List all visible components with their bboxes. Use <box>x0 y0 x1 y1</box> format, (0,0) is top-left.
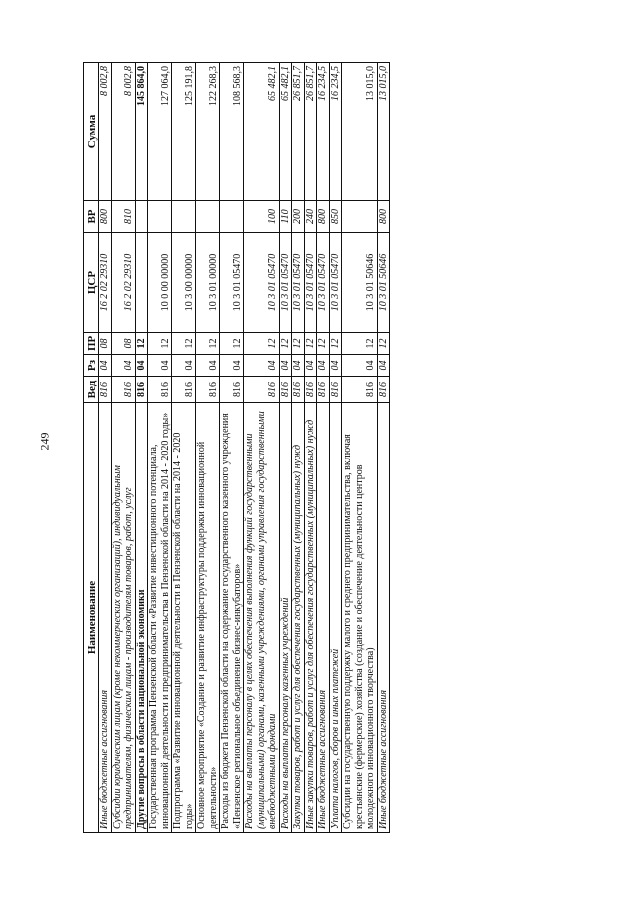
cell-ved: 816 <box>172 377 196 403</box>
cell-vr: 850 <box>329 201 342 233</box>
cell-sum: 65 482,1 <box>244 63 280 201</box>
cell-pr: 12 <box>377 333 390 355</box>
cell-sum: 108 568,3 <box>220 63 244 201</box>
cell-vr: 800 <box>317 201 330 233</box>
table-row <box>304 63 317 833</box>
cell-sum: 8 002,8 <box>111 63 135 201</box>
cell-name: Расходы на выплаты персоналу казенных учреждений <box>279 403 292 833</box>
table-row <box>111 63 135 833</box>
table-row <box>317 63 330 833</box>
cell-name: Государственная программа Пензенской области «Развитие инвестиционного потенциала, инновационной деятельности и предпринимательства в Пензенской области на 2014 - 2020 годы» <box>148 403 172 833</box>
cell-ved: 816 <box>377 377 390 403</box>
cell-vr <box>342 201 378 233</box>
cell-ved: 816 <box>111 377 135 403</box>
cell-pr: 12 <box>342 333 378 355</box>
cell-ved: 816 <box>135 377 148 403</box>
cell-rz: 04 <box>148 355 172 377</box>
cell-pr: 08 <box>99 333 112 355</box>
cell-ved: 816 <box>279 377 292 403</box>
cell-sum: 122 268,3 <box>196 63 220 201</box>
page-number: 249 <box>37 432 52 451</box>
cell-name: Уплата налогов, сборов и иных платежей <box>329 403 342 833</box>
cell-csr: 16 2 02 29310 <box>99 233 112 333</box>
cell-rz: 04 <box>377 355 390 377</box>
cell-vr: 200 <box>292 201 305 233</box>
header-sum: Сумма <box>84 63 99 201</box>
cell-vr: 110 <box>279 201 292 233</box>
table-row <box>172 63 196 833</box>
cell-rz: 04 <box>99 355 112 377</box>
cell-vr: 800 <box>99 201 112 233</box>
cell-sum: 26 851,7 <box>292 63 305 201</box>
cell-csr: 10 3 01 05470 <box>304 233 317 333</box>
cell-sum: 127 064,0 <box>148 63 172 201</box>
cell-ved: 816 <box>99 377 112 403</box>
cell-pr: 12 <box>172 333 196 355</box>
cell-pr: 12 <box>220 333 244 355</box>
cell-rz: 04 <box>196 355 220 377</box>
budget-table <box>83 62 390 833</box>
table-row <box>99 63 112 833</box>
table-body <box>99 63 390 833</box>
cell-ved: 816 <box>220 377 244 403</box>
cell-pr: 12 <box>148 333 172 355</box>
cell-csr: 16 2 02 29310 <box>111 233 135 333</box>
cell-vr <box>148 201 172 233</box>
cell-rz: 04 <box>220 355 244 377</box>
cell-name: Иные закупки товаров, работ и услуг для обеспечения государственных (муниципальных) нужд <box>304 403 317 833</box>
cell-csr: 10 3 01 50646 <box>377 233 390 333</box>
cell-ved: 816 <box>148 377 172 403</box>
cell-name: Иные бюджетные ассигнования <box>99 403 112 833</box>
cell-vr: 100 <box>244 201 280 233</box>
cell-sum: 13 015,0 <box>377 63 390 201</box>
header-pr: ПР <box>84 333 99 355</box>
header-vr: ВР <box>84 201 99 233</box>
cell-pr: 12 <box>279 333 292 355</box>
cell-sum: 16 234,5 <box>317 63 330 201</box>
rotated-table-container <box>83 63 553 833</box>
cell-csr: 10 0 00 00000 <box>148 233 172 333</box>
table-row <box>279 63 292 833</box>
cell-rz: 04 <box>329 355 342 377</box>
table-row <box>377 63 390 833</box>
cell-sum: 65 482,1 <box>279 63 292 201</box>
cell-vr: 800 <box>377 201 390 233</box>
cell-sum: 125 191,8 <box>172 63 196 201</box>
cell-csr: 10 3 01 05470 <box>329 233 342 333</box>
cell-ved: 816 <box>342 377 378 403</box>
cell-rz: 04 <box>317 355 330 377</box>
header-name: Наименование <box>84 403 99 833</box>
cell-vr <box>135 201 148 233</box>
cell-pr: 12 <box>244 333 280 355</box>
cell-ved: 816 <box>292 377 305 403</box>
cell-csr: 10 3 01 05470 <box>292 233 305 333</box>
cell-pr: 12 <box>135 333 148 355</box>
header-ved: Вед <box>84 377 99 403</box>
cell-pr: 08 <box>111 333 135 355</box>
cell-sum: 16 234,5 <box>329 63 342 201</box>
cell-csr: 10 3 01 50646 <box>342 233 378 333</box>
cell-rz: 04 <box>172 355 196 377</box>
cell-vr <box>196 201 220 233</box>
cell-csr: 10 3 01 00000 <box>196 233 220 333</box>
cell-vr: 240 <box>304 201 317 233</box>
cell-pr: 12 <box>304 333 317 355</box>
cell-vr: 810 <box>111 201 135 233</box>
header-rz: Рз <box>84 355 99 377</box>
cell-vr <box>220 201 244 233</box>
cell-rz: 04 <box>292 355 305 377</box>
cell-sum: 13 015,0 <box>342 63 378 201</box>
cell-rz: 04 <box>111 355 135 377</box>
cell-ved: 816 <box>196 377 220 403</box>
cell-csr: 10 3 01 05470 <box>317 233 330 333</box>
cell-name: Подпрограмма «Развитие инновационной деятельности в Пензенской области на 2014 - 2020 годы» <box>172 403 196 833</box>
cell-name: Расходы на выплаты персоналу в целях обеспечения выполнения функций государственными (муниципальными) органами, казенными учреждениями, органами управления государственными внебюджетными фондами <box>244 403 280 833</box>
cell-name: Основное мероприятие «Создание и развитие инфраструктуры поддержки инновационной деятельности» <box>196 403 220 833</box>
cell-csr <box>135 233 148 333</box>
cell-ved: 816 <box>244 377 280 403</box>
header-csr: ЦСР <box>84 233 99 333</box>
cell-name: Субсидии на государственную поддержку малого и среднего предпринимательства, включая крестьянские (фермерские) хозяйства (создание и обеспечение деятельности центров молодежного инновационного творчества) <box>342 403 378 833</box>
table-row <box>148 63 172 833</box>
table-row <box>329 63 342 833</box>
cell-ved: 816 <box>317 377 330 403</box>
cell-ved: 816 <box>329 377 342 403</box>
cell-rz: 04 <box>304 355 317 377</box>
cell-rz: 04 <box>342 355 378 377</box>
cell-name: Иные бюджетные ассигнования <box>317 403 330 833</box>
cell-pr: 12 <box>317 333 330 355</box>
cell-csr: 10 3 00 00000 <box>172 233 196 333</box>
table-row <box>196 63 220 833</box>
cell-pr: 12 <box>329 333 342 355</box>
cell-vr <box>172 201 196 233</box>
cell-sum: 26 851,7 <box>304 63 317 201</box>
cell-name: Расходы из бюджета Пензенской области на содержание государственного казенного учреждения «Пензенское региональное объединение бизнес-инкубаторов» <box>220 403 244 833</box>
cell-csr: 10 3 01 05470 <box>244 233 280 333</box>
cell-csr: 10 3 01 05470 <box>279 233 292 333</box>
table-row <box>342 63 378 833</box>
cell-pr: 12 <box>196 333 220 355</box>
table-row <box>244 63 280 833</box>
header-row <box>84 63 99 833</box>
cell-sum: 145 864,0 <box>135 63 148 201</box>
cell-name: Иные бюджетные ассигнования <box>377 403 390 833</box>
cell-rz: 04 <box>244 355 280 377</box>
cell-rz: 04 <box>135 355 148 377</box>
table-row <box>220 63 244 833</box>
cell-pr: 12 <box>292 333 305 355</box>
cell-name: Субсидии юридическим лицам (кроме некоммерческих организаций), индивидуальным предпринимателям, физическим лицам - производителям товаров, работ, услуг <box>111 403 135 833</box>
table-row <box>135 63 148 833</box>
cell-ved: 816 <box>304 377 317 403</box>
table-row <box>292 63 305 833</box>
cell-name: Другие вопросы в области национальной экономики <box>135 403 148 833</box>
cell-name: Закупка товаров, работ и услуг для обеспечения государственных (муниципальных) нужд <box>292 403 305 833</box>
cell-sum: 8 002,8 <box>99 63 112 201</box>
cell-rz: 04 <box>279 355 292 377</box>
cell-csr: 10 3 01 05470 <box>220 233 244 333</box>
